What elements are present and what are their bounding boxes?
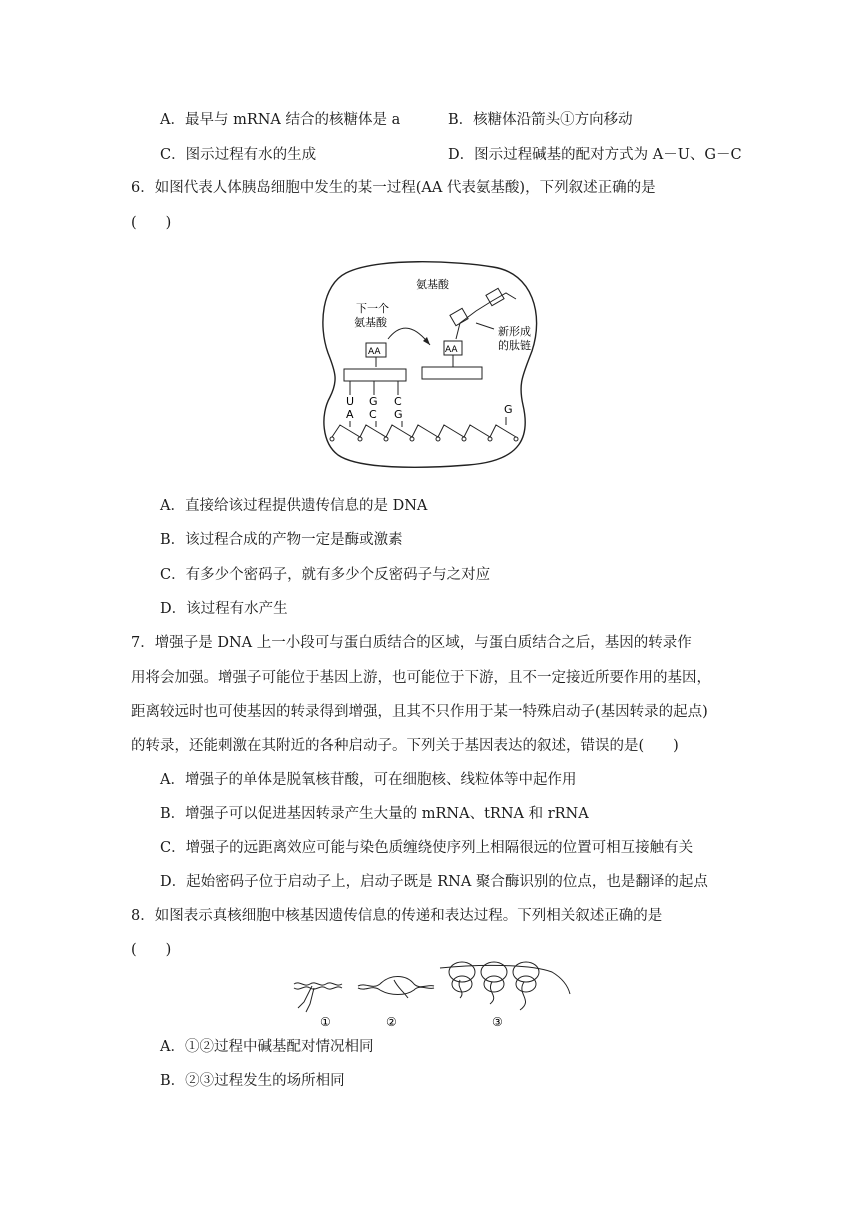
figure-label-1: ① [320, 1015, 331, 1029]
anticodon-1: U [346, 395, 355, 408]
q5-option-d: D．图示过程碱基的配对方式为 A－U、G－C [448, 147, 742, 163]
q8-option-b: B．②③过程发生的场所相同 [160, 1073, 345, 1089]
q6-option-c: C．有多少个密码子，就有多少个反密码子与之对应 [160, 567, 491, 583]
label-next-aa-1: 下一个 [356, 302, 389, 315]
mrna-strand [330, 417, 518, 441]
q6-option-d: D．该过程有水产生 [160, 601, 288, 617]
q8-stem-line1: 8．如图表示真核细胞中核基因遗传信息的传递和表达过程。下列相关叙述正确的是 [131, 908, 663, 924]
q5-option-a: A．最早与 mRNA 结合的核糖体是 a [160, 112, 401, 128]
movement-arrow [388, 328, 430, 345]
codon-1: A [346, 408, 354, 421]
q6-option-a: A．直接给该过程提供遗传信息的是 DNA [160, 498, 428, 514]
label-aa: 氨基酸 [416, 278, 449, 291]
label-next-aa-2: 氨基酸 [354, 316, 387, 329]
figure-label-3: ③ [492, 1015, 503, 1029]
extra-base: G [504, 403, 513, 416]
aa-tag-bound: AA [445, 345, 458, 355]
replication-drawing [294, 983, 342, 1012]
label-new-chain-1: 新形成 [498, 325, 531, 338]
trna-incoming [366, 343, 386, 367]
ribosome-bar-right [422, 367, 482, 379]
figure-label-2: ② [386, 1015, 397, 1029]
q8-stem-line2: ( ) [131, 942, 172, 958]
q7-stem-line1: 7．增强子是 DNA 上一小段可与蛋白质结合的区域，与蛋白质结合之后，基因的转录作 [131, 635, 692, 651]
translation-drawing [440, 962, 570, 1010]
q5-option-b: B．核糖体沿箭头①方向移动 [448, 112, 633, 128]
codon-2: C [369, 408, 377, 421]
q6-stem-line1: 6．如图代表人体胰岛细胞中发生的某一过程(AA 代表氨基酸)，下列叙述正确的是 [131, 180, 656, 196]
q7-option-d: D．起始密码子位于启动子上，启动子既是 RNA 聚合酶识别的位点，也是翻译的起点 [160, 874, 708, 890]
q7-stem-line3: 距离较远时也可使基因的转录得到增强，且其不只作用于某一特殊启动子(基因转录的起点) [131, 704, 708, 720]
q5-option-c: C．图示过程有水的生成 [160, 147, 317, 163]
q7-option-b: B．增强子可以促进基因转录产生大量的 mRNA、tRNA 和 rRNA [160, 806, 589, 822]
anticodon-3: C [394, 395, 402, 408]
anticodon-2: G [369, 395, 378, 408]
transcription-drawing [358, 977, 434, 999]
ribosome-bar-left [344, 369, 406, 381]
aa-tag-incoming: AA [368, 347, 381, 357]
q8-process-figure [290, 958, 575, 1030]
q6-stem-line2: ( ) [131, 215, 172, 231]
cell-outline [323, 262, 537, 468]
q8-option-a: A．①②过程中碱基配对情况相同 [160, 1039, 374, 1055]
label-new-chain-2: 的肽链 [498, 339, 531, 352]
q6-translation-figure [318, 255, 550, 475]
codon-3: G [394, 408, 403, 421]
q7-option-a: A．增强子的单体是脱氧核苷酸，可在细胞核、线粒体等中起作用 [160, 772, 577, 788]
q6-option-b: B．该过程合成的产物一定是酶或激素 [160, 532, 403, 548]
q7-option-c: C．增强子的远距离效应可能与染色质缠绕使序列上相隔很远的位置可相互接触有关 [160, 840, 694, 856]
q7-stem-line4: 的转录，还能刺激在其附近的各种启动子。下列关于基因表达的叙述，错误的是( ) [131, 738, 679, 754]
q7-stem-line2: 用将会加强。增强子可能位于基因上游，也可能位于下游，且不一定接近所要作用的基因， [131, 670, 711, 686]
